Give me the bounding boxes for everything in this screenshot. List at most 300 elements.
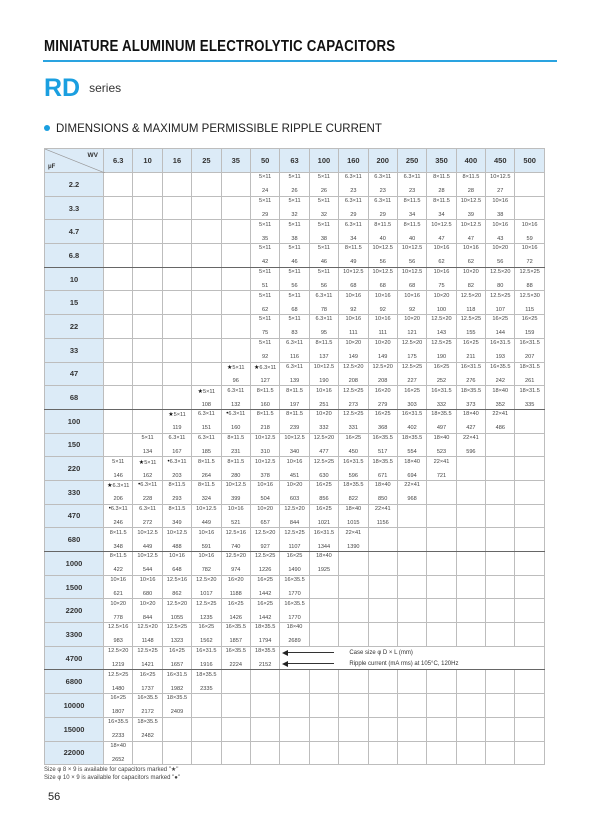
case-size: 10×16 [374, 292, 391, 299]
case-size: 12.5×20 [254, 529, 276, 536]
ripple-current: 449 [142, 543, 153, 550]
spec-cell [486, 220, 515, 244]
spec-cell [397, 291, 426, 315]
case-size: 5×11 [141, 434, 154, 441]
spec-cell [368, 244, 397, 268]
empty-cell [368, 741, 397, 765]
voltage-header: 250 [397, 149, 426, 173]
ripple-current: 331 [348, 425, 358, 432]
ripple-current: 368 [378, 425, 388, 432]
ripple-current: 227 [407, 377, 417, 384]
spec-cell [368, 338, 397, 362]
spec-cell [280, 291, 309, 315]
case-size: 10×12.5 [166, 529, 188, 536]
ripple-current: 46 [320, 259, 328, 266]
case-size: 8×11.5 [168, 505, 186, 512]
empty-cell [280, 670, 309, 694]
voltage-header: 6.3 [104, 149, 133, 173]
empty-cell [486, 670, 515, 694]
ripple-current: 197 [289, 401, 300, 408]
case-size: 18×35.5 [137, 719, 158, 726]
spec-cell [486, 315, 515, 339]
empty-cell [309, 717, 338, 741]
ripple-current: 279 [378, 401, 388, 408]
case-size: 8×11.5 [403, 221, 421, 228]
case-size: 16×31.5 [519, 340, 540, 347]
spec-cell [133, 480, 162, 504]
ripple-current: 78 [320, 306, 328, 313]
spec-cell [250, 244, 279, 268]
spec-cell [133, 694, 162, 718]
ripple-current: 1017 [200, 591, 213, 598]
ripple-current: 2482 [141, 733, 154, 740]
empty-cell [427, 717, 456, 741]
case-size: 16×25 [521, 316, 538, 323]
empty-cell [427, 552, 456, 576]
empty-cell [309, 623, 338, 647]
spec-cell [162, 528, 191, 552]
table-row [45, 291, 545, 315]
empty-cell [280, 741, 309, 765]
case-size: 12.5×25 [490, 292, 511, 299]
ripple-current: 1426 [229, 614, 242, 621]
spec-cell [309, 480, 338, 504]
ripple-current: 280 [231, 472, 241, 479]
ripple-current: 276 [466, 377, 476, 384]
ripple-current: 143 [436, 330, 447, 337]
spec-cell [486, 338, 515, 362]
capacitance-cell: 10000 [45, 694, 104, 718]
table-row [45, 480, 545, 504]
spec-cell [486, 291, 515, 315]
capacitance-cell: 1500 [45, 575, 104, 599]
case-size: 5×11 [317, 245, 331, 252]
case-size: 18×35.5 [343, 482, 364, 489]
ripple-current: 721 [436, 472, 447, 479]
case-size: 16×25 [169, 648, 185, 655]
ripple-current: 40 [408, 235, 416, 242]
spec-cell [221, 457, 250, 481]
case-size: 16×31.5 [431, 387, 452, 394]
case-size: 16×31.5 [343, 458, 364, 465]
spec-cell [250, 457, 279, 481]
case-size: 18×40 [463, 411, 479, 418]
ripple-current: 62 [262, 306, 269, 313]
page-number: 56 [48, 791, 61, 803]
ripple-current: 75 [438, 283, 445, 290]
footnotes [44, 767, 180, 782]
ripple-current: 694 [407, 472, 417, 479]
spec-cell [368, 504, 397, 528]
spec-cell [162, 552, 191, 576]
empty-cell [515, 575, 544, 599]
empty-cell [456, 480, 485, 504]
spec-cell [280, 457, 309, 481]
empty-cell [309, 575, 338, 599]
spec-cell [133, 433, 162, 457]
ripple-current: 208 [348, 377, 358, 384]
case-size: 10×12.5 [460, 198, 482, 205]
empty-cell [192, 244, 221, 268]
empty-cell [221, 220, 250, 244]
ripple-current: 1390 [347, 543, 360, 550]
voltage-header: 500 [515, 149, 544, 173]
ripple-current: 630 [319, 472, 329, 479]
case-size: 16×35.5 [372, 434, 393, 441]
table-row [45, 504, 545, 528]
ripple-current: 782 [201, 567, 212, 574]
case-size: 8×11.5 [315, 340, 333, 347]
spec-cell [104, 504, 133, 528]
case-size: 18×40 [286, 624, 303, 631]
spec-cell [280, 244, 309, 268]
ripple-current: 657 [260, 519, 270, 526]
ripple-current: 348 [113, 543, 123, 550]
empty-cell [427, 741, 456, 765]
title-divider [43, 60, 557, 62]
ripple-current: 2172 [141, 709, 154, 716]
ripple-current: 160 [231, 425, 241, 432]
ripple-current: 1015 [347, 519, 360, 526]
empty-cell [515, 173, 544, 197]
star-mark-icon: ★ [138, 459, 145, 466]
case-size: 16×20 [374, 387, 391, 394]
spec-cell [250, 646, 279, 670]
ripple-current: 47 [467, 235, 474, 242]
case-size: 16×31.5 [401, 411, 423, 418]
ripple-current: 92 [379, 306, 386, 313]
star-mark-icon: ★ [168, 412, 174, 419]
voltage-header: 10 [133, 149, 162, 173]
spec-cell [309, 338, 338, 362]
capacitance-cell: 220 [45, 457, 104, 481]
case-size: 22×41 [492, 411, 509, 418]
spec-cell [456, 220, 485, 244]
spec-cell [192, 457, 221, 481]
case-size: 12.5×20 [490, 269, 511, 276]
empty-cell [427, 528, 456, 552]
case-size: 16×25 [492, 316, 509, 323]
case-size: 6.3×11 [344, 174, 362, 181]
ripple-current: 162 [142, 472, 153, 479]
ripple-current: 1219 [111, 662, 125, 669]
case-size: 16×31.5 [196, 648, 217, 655]
ripple-current: 2652 [111, 756, 125, 763]
spec-cell [339, 409, 368, 433]
ripple-current: 118 [466, 306, 476, 313]
empty-cell [486, 552, 515, 576]
empty-cell [368, 670, 397, 694]
empty-cell [280, 694, 309, 718]
ripple-current: 648 [172, 567, 182, 574]
spec-cell [456, 244, 485, 268]
spec-cell [456, 291, 485, 315]
ripple-current: 190 [319, 377, 329, 384]
ripple-current: 1925 [317, 567, 331, 574]
spec-cell [368, 409, 397, 433]
empty-cell [104, 267, 133, 291]
ripple-current: 100 [436, 306, 447, 313]
spec-cell [309, 220, 338, 244]
spec-cell [427, 291, 456, 315]
ripple-current: 43 [497, 235, 504, 242]
ripple-current: 1770 [288, 614, 301, 621]
case-size: 22×41 [463, 434, 479, 441]
empty-cell [162, 267, 191, 291]
ripple-current: 1148 [141, 638, 154, 645]
empty-cell [515, 528, 544, 552]
ripple-current: 273 [348, 401, 358, 408]
star-mark-icon: ★ [254, 364, 260, 371]
table-corner-header [45, 149, 104, 173]
case-size: 10×12.5 [137, 553, 158, 560]
ripple-current: 111 [349, 330, 358, 337]
spec-cell [280, 338, 309, 362]
spec-cell [280, 386, 309, 410]
ripple-current: 95 [320, 330, 328, 337]
case-size: 10×16 [198, 529, 215, 536]
case-size: 10×16 [257, 482, 273, 489]
spec-cell [368, 173, 397, 197]
table-row [45, 599, 545, 623]
case-size: 10×16 [139, 577, 156, 584]
spec-cell [250, 267, 279, 291]
spec-cell [133, 717, 162, 741]
empty-cell [133, 409, 162, 433]
empty-cell [221, 291, 250, 315]
case-size: 16×35.5 [284, 600, 305, 607]
empty-cell [104, 244, 133, 268]
ripple-current: 29 [379, 212, 386, 219]
ripple-current: 115 [525, 306, 535, 313]
ripple-current: 92 [408, 306, 416, 313]
spec-cell [339, 362, 368, 386]
empty-cell [515, 741, 544, 765]
ripple-current: 127 [260, 377, 270, 384]
spec-cell [133, 552, 162, 576]
ripple-current: 983 [113, 638, 123, 645]
ripple-current: 332 [436, 401, 447, 408]
spec-cell [427, 409, 456, 433]
capacitance-cell: 10 [45, 267, 104, 291]
case-size: 12.5×16 [166, 577, 188, 584]
capacitance-cell: 330 [45, 480, 104, 504]
empty-cell [368, 694, 397, 718]
ripple-current: 56 [408, 259, 416, 266]
ripple-current: 56 [379, 259, 386, 266]
case-size: 16×35.5 [137, 695, 158, 702]
ripple-current: 251 [319, 401, 329, 408]
section-heading [44, 123, 382, 135]
case-size: 5×11 [259, 269, 272, 276]
case-size: 8×11.5 [227, 458, 245, 465]
spec-cell [250, 599, 279, 623]
spec-cell [339, 504, 368, 528]
section-heading-text: DIMENSIONS & MAXIMUM PERMISSIBLE RIPPLE CURRENT [56, 123, 382, 135]
capacitance-cell: 2200 [45, 599, 104, 623]
ripple-current: 1226 [258, 567, 272, 574]
empty-cell [162, 173, 191, 197]
case-size: 16×31.5 [166, 671, 188, 678]
case-size: 18×40 [316, 553, 332, 560]
spec-cell [250, 575, 279, 599]
spec-cell [221, 599, 250, 623]
empty-cell [515, 599, 544, 623]
spec-cell [250, 338, 279, 362]
spec-cell [427, 338, 456, 362]
spec-cell [280, 409, 309, 433]
ripple-current: 32 [320, 212, 328, 219]
case-size: 10×16 [433, 269, 450, 276]
spec-cell [280, 173, 309, 197]
star-mark-icon: ★ [107, 483, 113, 490]
spec-cell [456, 386, 485, 410]
case-size: 5×11 [259, 340, 272, 347]
spec-cell [309, 315, 338, 339]
capacitance-cell: 100 [45, 409, 104, 433]
spec-cell [250, 196, 279, 220]
empty-cell [133, 267, 162, 291]
case-size: 6.3×11 [112, 483, 130, 490]
ripple-current: 134 [142, 448, 153, 455]
ripple-current: 591 [201, 543, 212, 550]
case-size: 16×25 [139, 671, 156, 678]
ripple-current: 402 [407, 425, 417, 432]
spec-cell [486, 196, 515, 220]
case-size: 6.3×11 [168, 434, 186, 441]
spec-cell [162, 599, 191, 623]
spec-cell [486, 362, 515, 386]
empty-cell [162, 741, 191, 765]
empty-cell [221, 244, 250, 268]
spec-cell [221, 528, 250, 552]
case-size: 10×16 [463, 245, 479, 252]
ripple-current: 822 [348, 496, 358, 503]
case-size: 5×11 [259, 245, 272, 252]
empty-cell [104, 315, 133, 339]
empty-cell [456, 623, 485, 647]
case-size: 12.5×25 [137, 648, 158, 655]
spec-cell [192, 528, 221, 552]
spec-cell [486, 386, 515, 410]
case-size: 5×11 [317, 198, 331, 205]
case-size: 18×35.5 [401, 434, 423, 441]
case-size: 5×11 [112, 458, 125, 465]
empty-cell [515, 433, 544, 457]
ripple-current: 190 [436, 354, 447, 361]
ripple-current: 28 [438, 188, 445, 195]
spec-cell [456, 362, 485, 386]
ripple-current: 239 [289, 425, 300, 432]
capacitance-cell: 6.8 [45, 244, 104, 268]
empty-cell [162, 315, 191, 339]
case-size: 10×20 [139, 600, 156, 607]
case-size: 12.5×25 [460, 316, 482, 323]
empty-cell [221, 315, 250, 339]
case-size: 12.5×25 [313, 458, 335, 465]
spec-cell [456, 267, 485, 291]
case-size: 12.5×25 [196, 600, 217, 607]
empty-cell [133, 173, 162, 197]
ripple-current: 72 [526, 259, 533, 266]
empty-cell [456, 457, 485, 481]
capacitance-cell: 2.2 [45, 173, 104, 197]
ripple-current: 1421 [141, 662, 154, 669]
spec-cell [192, 575, 221, 599]
spec-cell [133, 528, 162, 552]
empty-cell [162, 717, 191, 741]
spec-cell [486, 244, 515, 268]
spec-cell [397, 409, 426, 433]
case-size: 12.5×20 [137, 624, 158, 631]
ripple-current: 96 [232, 377, 239, 384]
empty-cell [515, 552, 544, 576]
capacitance-cell: 4700 [45, 646, 104, 670]
spec-cell [162, 575, 191, 599]
spec-cell [280, 196, 309, 220]
spec-cell [250, 386, 279, 410]
star-mark-icon: ★ [226, 364, 233, 371]
table-row [45, 528, 545, 552]
case-size: 8×11.5 [109, 553, 127, 560]
case-size: 6.3×11 [286, 363, 303, 370]
spec-cell [280, 362, 309, 386]
capacitance-cell: 6800 [45, 670, 104, 694]
spec-cell [397, 433, 426, 457]
case-size: 16×31.5 [460, 363, 482, 370]
bullet-icon [44, 125, 50, 131]
capacitance-cell: 150 [45, 433, 104, 457]
spec-cell [250, 552, 279, 576]
spec-cell [221, 552, 250, 576]
uf-label: μF [48, 164, 56, 170]
case-size: 6.3×11 [110, 505, 128, 512]
ripple-current: 422 [113, 567, 123, 574]
arrow-left-icon [286, 652, 334, 653]
empty-cell [397, 623, 426, 647]
ripple-current: 1562 [200, 638, 213, 645]
spec-cell [162, 480, 191, 504]
case-size: 6.3×11 [227, 387, 245, 394]
spec-cell [133, 670, 162, 694]
case-size: 10×20 [404, 316, 420, 323]
ripple-current: 40 [379, 235, 386, 242]
case-size: 6.3×11 [228, 411, 246, 418]
case-size: 6.3×11 [374, 198, 392, 205]
ripple-current: 1982 [170, 685, 184, 692]
ripple-current: 1156 [376, 519, 389, 526]
case-size: 5×11 [173, 412, 186, 419]
spec-cell [250, 291, 279, 315]
voltage-header: 25 [192, 149, 221, 173]
ripple-current: 42 [262, 259, 269, 266]
table-row [45, 694, 545, 718]
empty-cell [515, 717, 544, 741]
case-size: 10×12.5 [401, 269, 423, 276]
ripple-current: 80 [497, 283, 504, 290]
case-size: 22×41 [404, 482, 420, 489]
arrow-left-icon [286, 663, 334, 664]
ripple-current: 603 [289, 496, 300, 503]
wv-label: WV [87, 152, 98, 159]
case-size: 6.3×11 [139, 505, 157, 512]
spec-cell [397, 386, 426, 410]
spec-cell [397, 267, 426, 291]
spec-cell [250, 409, 279, 433]
spec-cell [309, 433, 338, 457]
case-size: 10×16 [492, 198, 509, 205]
empty-cell [133, 196, 162, 220]
